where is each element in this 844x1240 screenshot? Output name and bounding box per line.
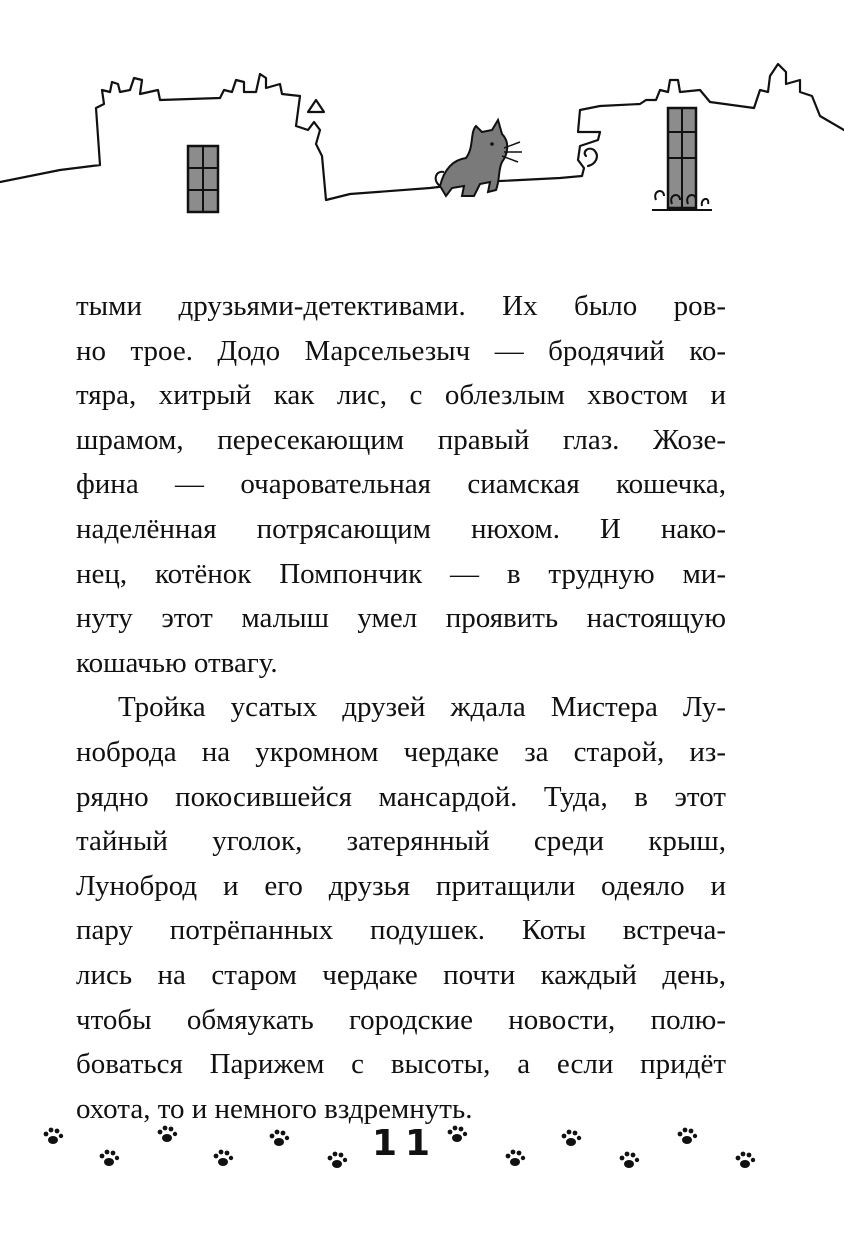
right-window bbox=[652, 108, 712, 210]
text-line: нуту этот малыш умел проявить настоящую bbox=[76, 602, 726, 635]
page-text bbox=[76, 284, 726, 1131]
paw-print-icon bbox=[734, 1150, 756, 1172]
cat-drawing bbox=[436, 120, 522, 196]
text-line: Тройка усатых друзей ждала Мистера Лу- bbox=[118, 691, 726, 724]
paragraph-2 bbox=[76, 685, 726, 1131]
text-line: боваться Парижем с высоты, а если придёт bbox=[76, 1048, 726, 1081]
paw-print-icon bbox=[212, 1148, 234, 1170]
paw-print-icon bbox=[268, 1128, 290, 1150]
text-line: фина — очаровательная сиамская кошечка, bbox=[76, 468, 726, 501]
paw-print-icon bbox=[504, 1148, 526, 1170]
text-line: нoброда на укромном чердаке за старой, из- bbox=[76, 735, 726, 768]
text-line: кошачью отвагу. bbox=[76, 646, 278, 679]
text-line: лись на старом чердаке почти каждый день, bbox=[76, 958, 726, 991]
paw-print-icon bbox=[42, 1126, 64, 1148]
text-line: тяра, хитрый как лис, с облезлым хвостом и bbox=[76, 379, 726, 412]
page-number: 11 bbox=[372, 1123, 439, 1164]
paw-print-icon bbox=[560, 1128, 582, 1150]
text-line: охота, то и немного вздремнуть. bbox=[76, 1092, 473, 1125]
text-line: шрамом, пересекающим правый глаз. Жозе- bbox=[76, 423, 726, 456]
text-line: чтобы обмяукать городские новости, полю- bbox=[76, 1003, 726, 1036]
text-line: тайный уголок, затерянный среди крыш, bbox=[76, 825, 726, 858]
rooftops-illustration bbox=[0, 20, 844, 230]
paw-print-icon bbox=[326, 1150, 348, 1172]
text-line: рядно покосившейся мансардой. Туда, в этот bbox=[76, 780, 726, 813]
text-line: пару потрёпанных подушек. Коты встреча- bbox=[76, 914, 726, 947]
paw-print-icon bbox=[98, 1148, 120, 1170]
paw-print-icon bbox=[156, 1124, 178, 1146]
paragraph-1 bbox=[76, 284, 726, 685]
text-line: тыми друзьями-детективами. Их было ров- bbox=[76, 290, 726, 322]
left-window bbox=[188, 146, 218, 212]
paw-print-icon bbox=[618, 1150, 640, 1172]
text-line: нец, котёнок Помпончик — в трудную ми- bbox=[76, 557, 726, 590]
paw-print-icon bbox=[446, 1124, 468, 1146]
paw-print-icon bbox=[676, 1126, 698, 1148]
text-line: Лунoброд и его друзья притащили одеяло и bbox=[76, 869, 726, 902]
text-line: но трое. Додо Марсельезыч — бродячий ко- bbox=[76, 334, 726, 367]
text-line: наделённая потрясающим нюхом. И нако- bbox=[76, 512, 726, 545]
